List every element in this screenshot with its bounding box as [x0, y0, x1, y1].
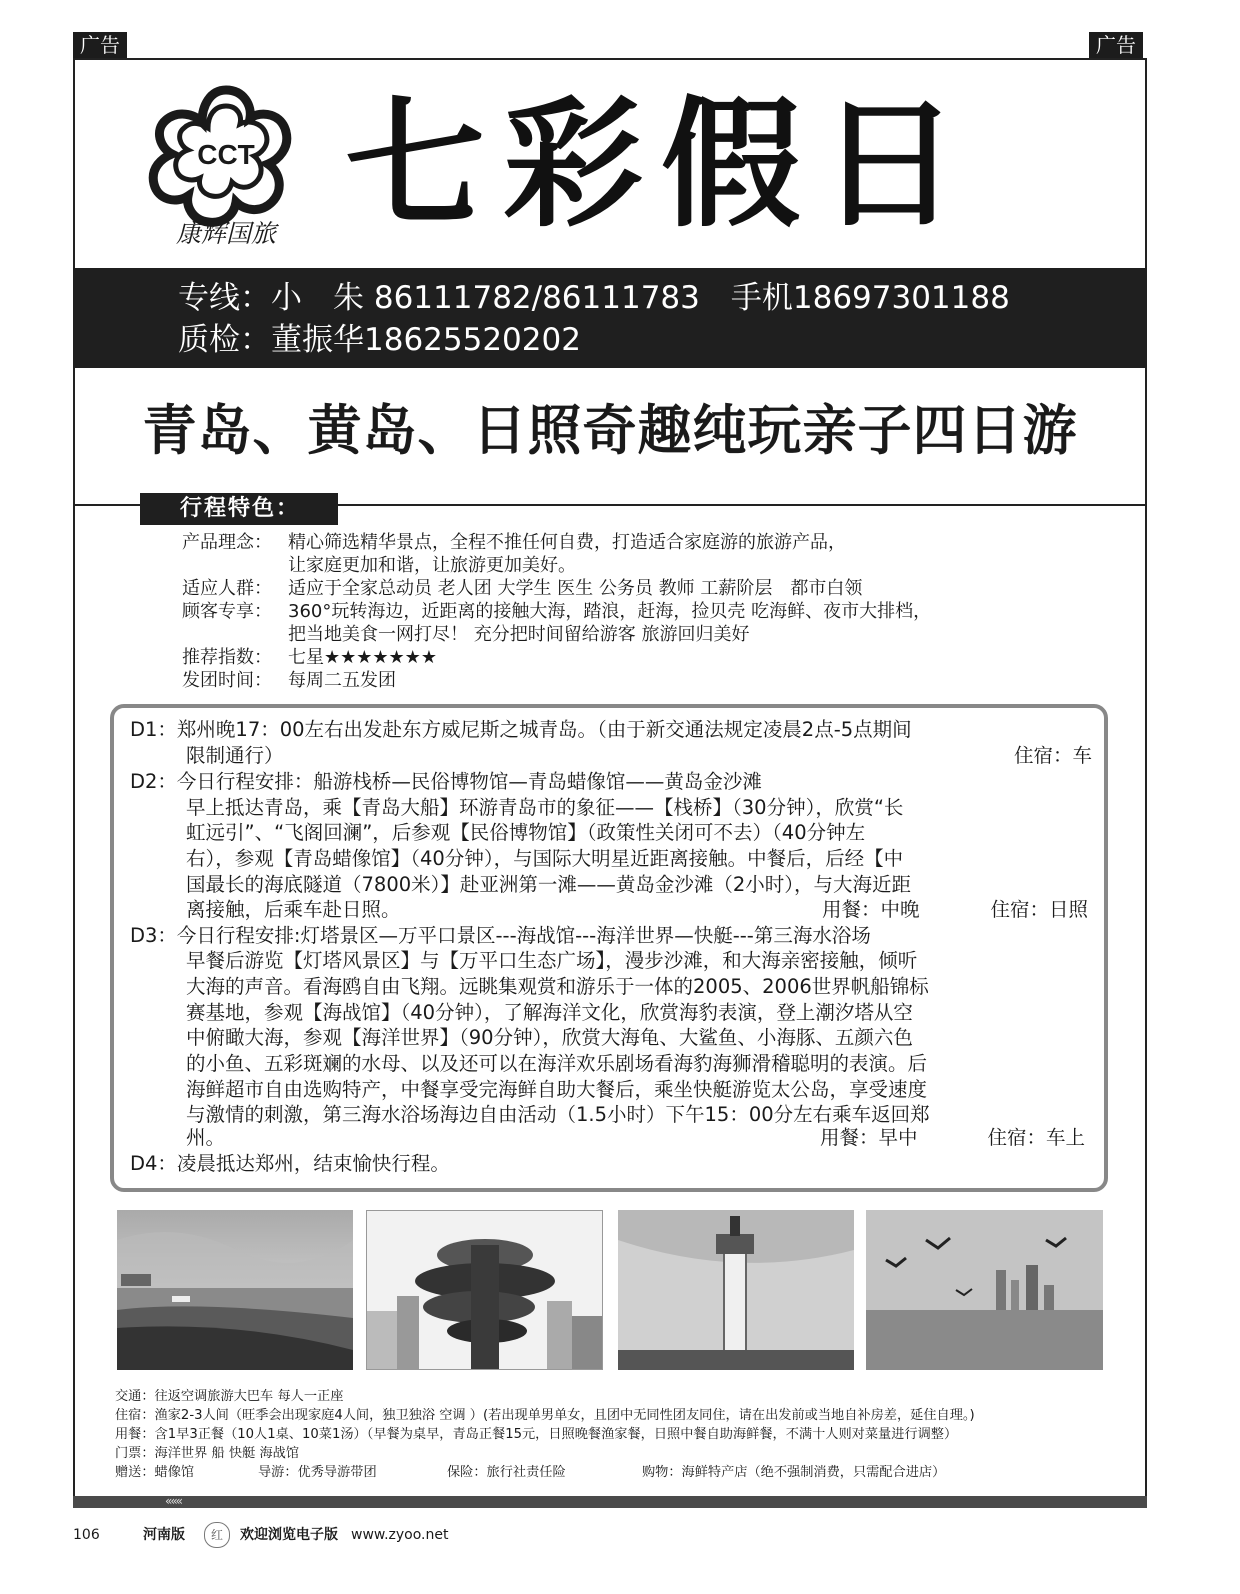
itinerary-line: 州。	[186, 1126, 226, 1149]
itinerary-line: 大海的声音。看海鸥自由飞翔。远眺集观赏和游乐于一体的2005、2006世界帆船锦标	[186, 975, 929, 998]
feature-key: 发团时间：	[182, 670, 272, 691]
note-transport: 交通：往返空调旅游大巴车 每人一正座	[115, 1389, 344, 1404]
itinerary-meal: 用餐：中晚	[822, 898, 920, 921]
itinerary-line: 虹远引”、“飞阁回澜”，后参观【民俗博物馆】（政策性关闭可不去）（40分钟左	[186, 821, 866, 844]
note-gift: 赠送：蜡像馆	[115, 1465, 195, 1480]
feature-concept-cont: 让家庭更加和谐，让旅游更加美好。	[288, 555, 576, 576]
feature-key: 顾客专享：	[182, 601, 272, 622]
itinerary-line: 海鲜超市自由选购特产，中餐享受完海鲜自助大餐后，乘坐快艇游览太公岛，享受速度	[186, 1078, 928, 1101]
feature-perks	[182, 600, 931, 623]
feature-value: 360°玩转海边，近距离的接触大海，踏浪，赶海，捡贝壳 吃海鲜、夜市大排档，	[288, 601, 932, 622]
cct-logo	[146, 82, 306, 252]
footer-url[interactable]: www.zyoo.net	[351, 1527, 449, 1543]
page-number: 106	[73, 1527, 100, 1543]
contact-band	[73, 268, 1147, 368]
feature-perks-cont: 把当地美食一网打尽！ 充分把时间留给游客 旅游回归美好	[288, 624, 750, 645]
itinerary-line: 中俯瞰大海，参观【海洋世界】（90分钟），欣赏大海龟、大鲨鱼、小海豚、五颜六色	[186, 1026, 913, 1049]
logo-company-name: 康辉国旅	[175, 219, 277, 248]
brand-title: 七彩假日	[345, 84, 978, 247]
itinerary-line: 与激情的刺激，第三海水浴场海边自由活动（1.5小时）下午15：00分左右乘车返回郑	[186, 1103, 930, 1126]
itinerary-line: 限制通行）	[186, 744, 284, 767]
tour-title: 青岛、黄岛、日照奇趣纯玩亲子四日游	[142, 398, 1078, 462]
itinerary-line: 国最长的海底隧道（7800米）】赴亚洲第一滩——黄岛金沙滩（2小时），与大海近距	[186, 873, 912, 896]
itinerary-line: D3：今日行程安排:灯塔景区—万平口景区---海战馆---海洋世界—快艇---第三海水浴场	[130, 924, 871, 947]
feature-key: 产品理念：	[182, 532, 272, 553]
itinerary-line: D2：今日行程安排：船游栈桥—民俗博物馆—青岛蜡像馆——黄岛金沙滩	[130, 770, 762, 793]
photo-beach	[117, 1210, 353, 1370]
feature-value: 精心筛选精华景点，全程不推任何自费，打造适合家庭游的旅游产品，	[288, 532, 846, 553]
feature-audience	[182, 577, 862, 600]
photo-may-fourth-sculpture	[366, 1210, 603, 1370]
contact-hotline: 专线：小 朱 86111782/86111783 手机18697301188	[178, 280, 1010, 316]
itinerary-stay: 住宿：车	[1013, 744, 1092, 767]
edition-label: 河南版	[143, 1527, 185, 1543]
feature-value: 七星★★★★★★★	[288, 647, 437, 668]
note-shopping: 购物：海鲜特产店（绝不强制消费，只需配合进店）	[642, 1465, 946, 1480]
feature-value: 适应于全家总动员 老人团 大学生 医生 公务员 教师 工薪阶层 都市白领	[288, 578, 863, 599]
contact-quality-check: 质检：董振华18625520202	[178, 322, 581, 358]
note-tickets: 门票：海洋世界 船 快艇 海战馆	[115, 1446, 300, 1461]
feature-key: 推荐指数：	[182, 647, 272, 668]
footer-bar	[73, 1496, 1147, 1508]
features-label: 行程特色：	[140, 493, 338, 525]
itinerary-line: 右），参观【青岛蜡像馆】（40分钟），与国际大明星近距离接触。中餐后，后经【中	[186, 847, 904, 870]
photo-seagulls-skyline	[866, 1210, 1103, 1370]
itinerary-line: 的小鱼、五彩斑斓的水母、以及还可以在海洋欢乐剧场看海豹海狮滑稽聪明的表演。后	[186, 1052, 928, 1075]
itinerary-meal: 用餐：早中	[820, 1126, 918, 1149]
itinerary-line: 早上抵达青岛，乘【青岛大船】环游青岛市的象征——【栈桥】（30分钟），欣赏“长	[186, 796, 904, 819]
feature-rating	[182, 646, 437, 669]
plum-blossom-logo-icon	[146, 82, 306, 252]
feature-departure	[182, 669, 396, 692]
ad-tag-right: 广告	[1089, 32, 1143, 58]
itinerary-line: 离接触，后乘车赴日照。	[186, 898, 401, 921]
chevrons-icon: «««	[165, 1494, 182, 1508]
itinerary-line: 早餐后游览【灯塔风景区】与【万平口生态广场】，漫步沙滩，和大海亲密接触，倾听	[186, 949, 918, 972]
photo-lighthouse	[618, 1210, 854, 1370]
feature-key: 适应人群：	[182, 578, 272, 599]
note-guide: 导游：优秀导游带团	[258, 1465, 377, 1480]
itinerary-line: D1：郑州晚17：00左右出发赴东方威尼斯之城青岛。（由于新交通法规定凌晨2点-5点期间	[130, 718, 912, 741]
itinerary-line: D4：凌晨抵达郑州，结束愉快行程。	[130, 1152, 450, 1175]
footer-slogan: 欢迎浏览电子版	[240, 1527, 338, 1543]
ad-tag-left: 广告	[73, 32, 127, 58]
edition-badge-icon: 红	[204, 1522, 230, 1548]
logo-initials: CCT	[197, 139, 255, 170]
feature-value: 每周二五发团	[288, 670, 396, 691]
feature-concept	[182, 531, 846, 554]
itinerary-stay: 住宿：车上	[987, 1126, 1085, 1149]
note-insurance: 保险：旅行社责任险	[447, 1465, 566, 1480]
note-meals: 用餐：含1早3正餐（10人1桌、10菜1汤）（早餐为桌早，青岛正餐15元，日照晚餐渔家餐，日照中餐自助海鲜餐，不满十人则对菜量进行调整）	[115, 1427, 958, 1442]
note-lodging: 住宿：渔家2-3人间（旺季会出现家庭4人间，独卫独浴 空调 ）(若出现单男单女，且团中无同性团友同住，请在出发前或当地自补房差，延住自理。)	[115, 1408, 975, 1423]
itinerary-line: 赛基地，参观【海战馆】（40分钟），了解海洋文化，欣赏海豹表演，登上潮汐塔从空	[186, 1001, 913, 1024]
itinerary-stay: 住宿：日照	[990, 898, 1088, 921]
